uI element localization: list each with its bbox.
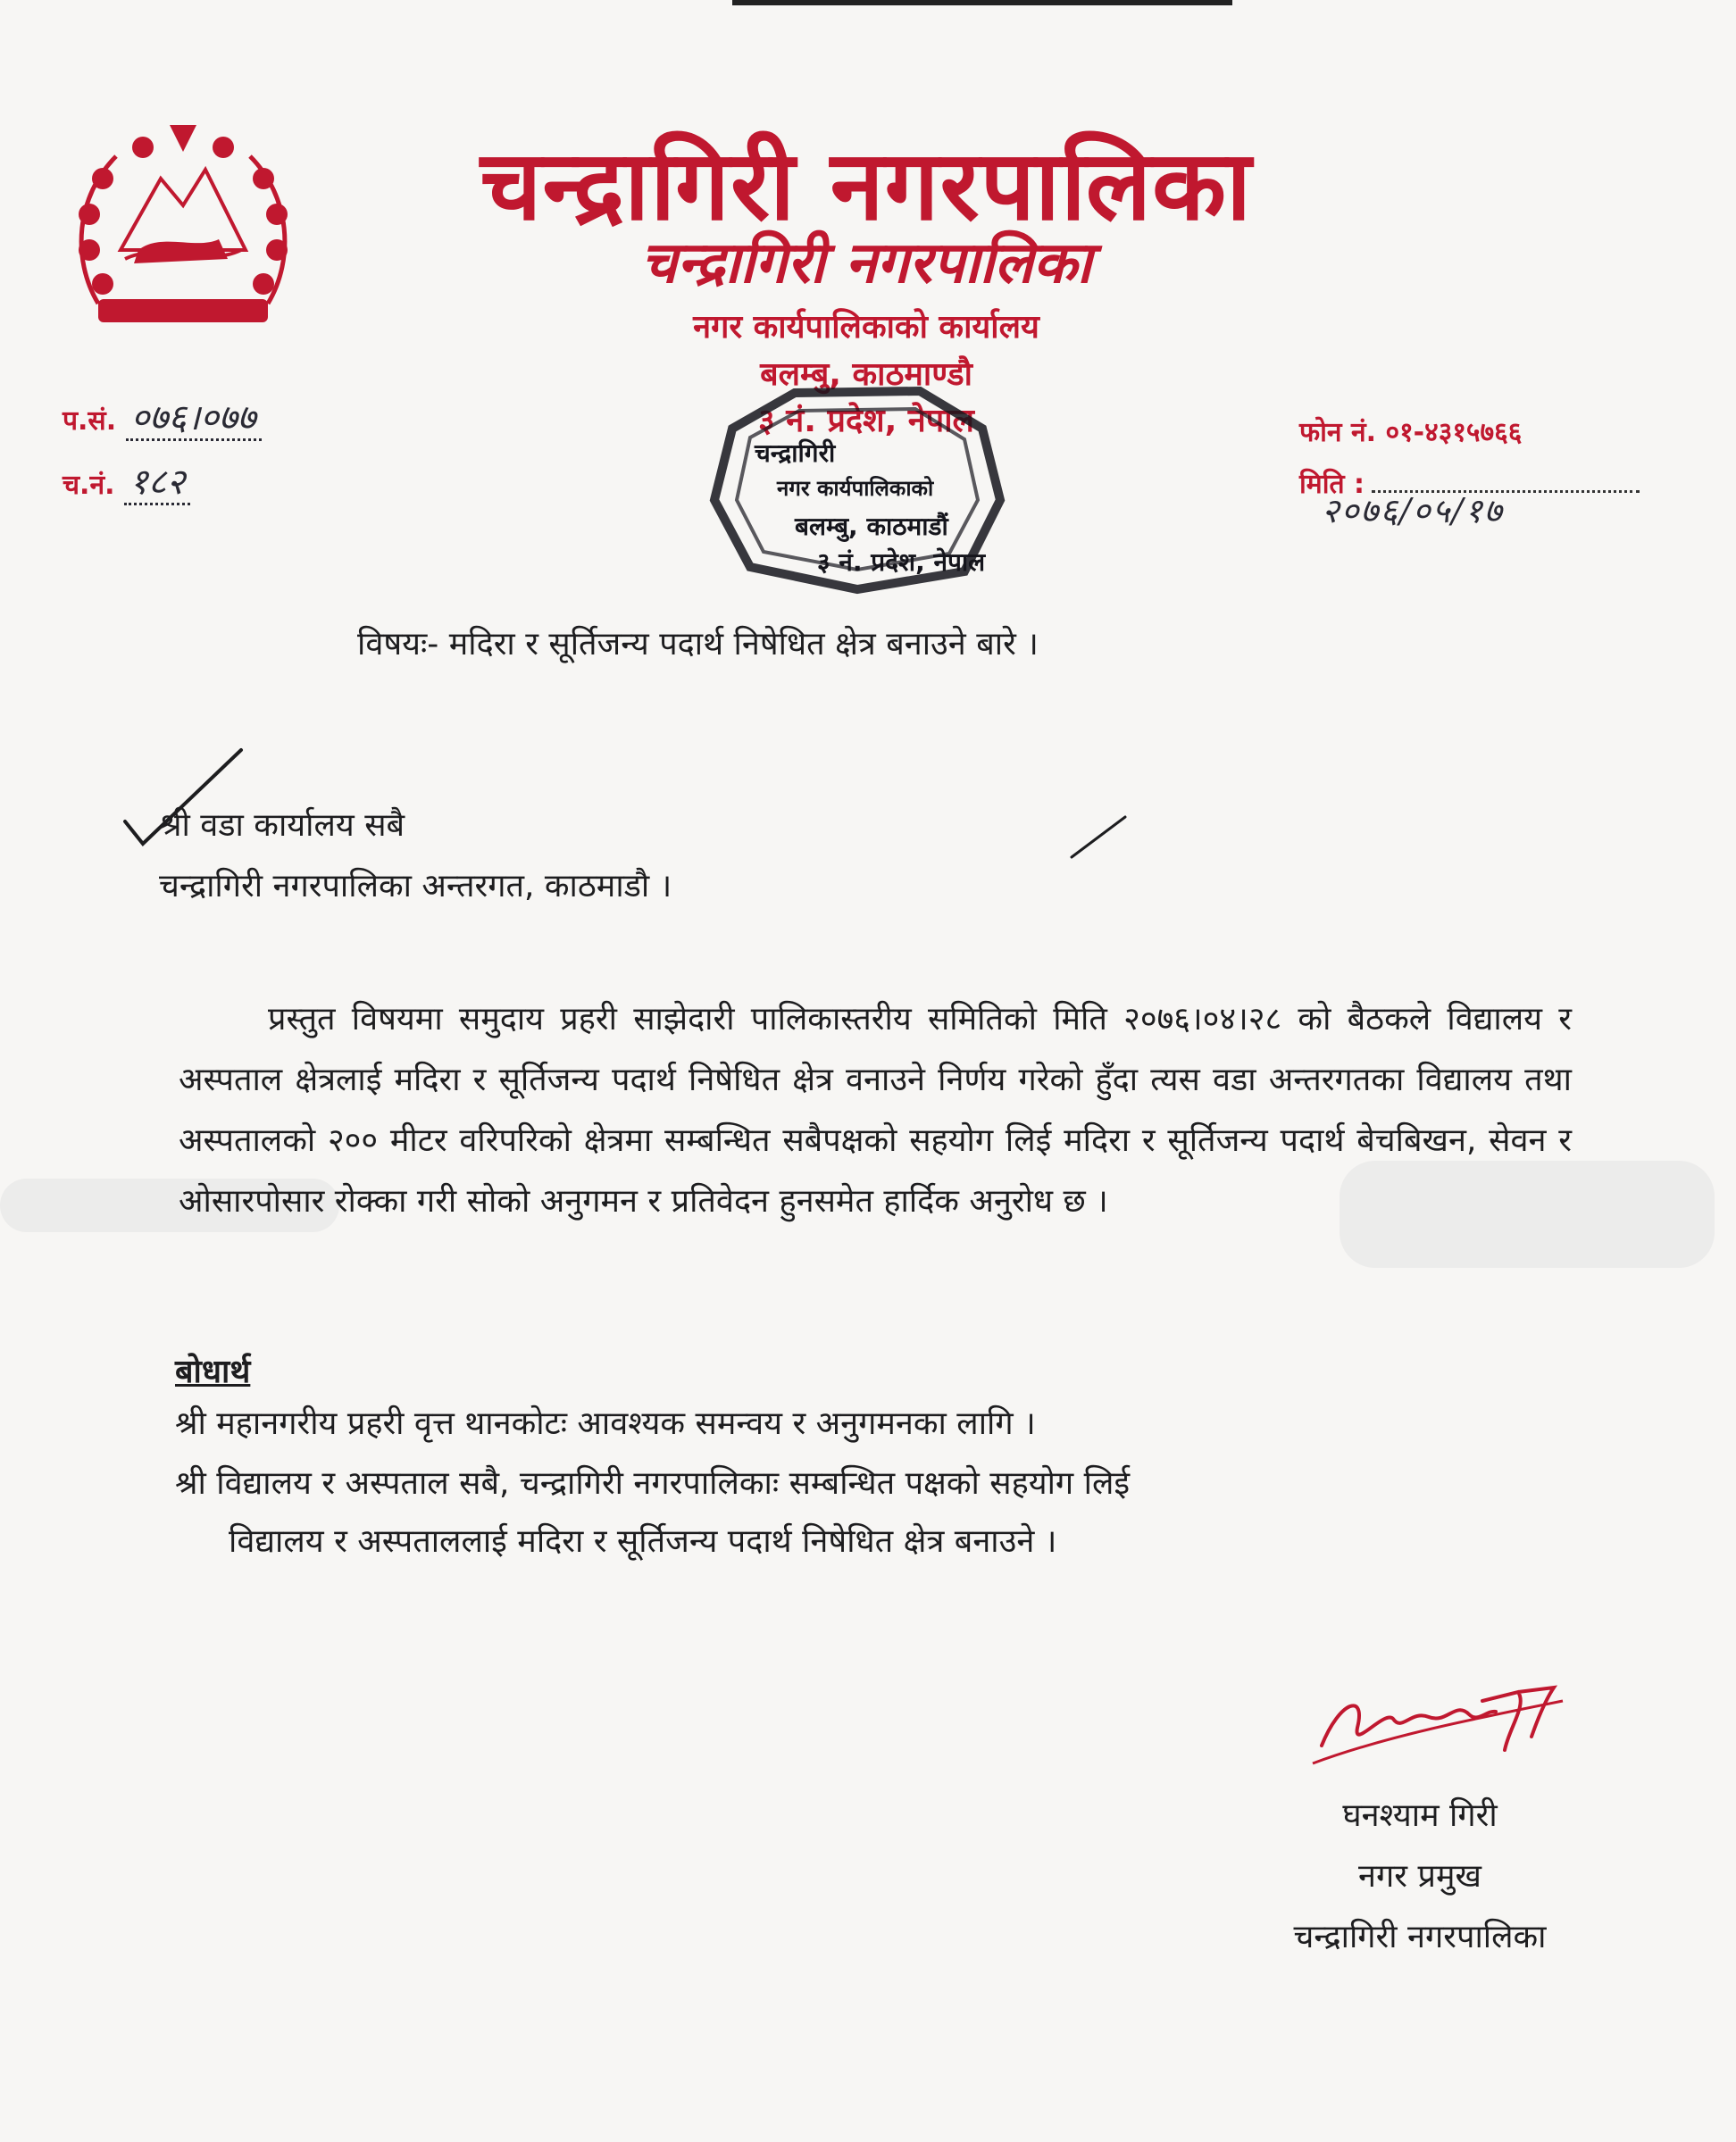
signatory-org: चन्द्रागिरी नगरपालिका	[1293, 1919, 1547, 1955]
letterhead-title: चन्द्रागिरी नगरपालिका	[480, 130, 1253, 242]
letterhead-province: ३ नं. प्रदेश, नेपाल	[758, 403, 974, 439]
cc-line-2: श्री विद्यालय र अस्पताल सबै, चन्द्रागिरी नगरपालिकाः सम्बन्धित पक्षको सहयोग लिई	[175, 1465, 1131, 1502]
stamp-line-2: नगर कार्यपालिकाको	[777, 476, 934, 501]
date-value: २०७६/०५/१७	[1322, 491, 1504, 530]
letter-body: प्रस्तुत विषयमा समुदाय प्रहरी साझेदारी पालिकास्तरीय समितिको मिति २०७६।०४।२८ को बैठकले विद्यालय र अस्पताल क्षेत्रलाई मदिरा र सूर्तिजन्य पदार्थ निषेधित क्षेत्र वनाउने निर्णय गरेको हुँदा त्यस वडा अन्तरगतका विद्यालय तथा अस्पतालको २०० मीटर वरिपरिको क्षेत्रमा सम्बन्धित सबैपक्षको सहयोग लिई मदिरा र सूर्तिजन्य पदार्थ बेचबिखन, सेवन र ओसारपोसार रोक्का गरी सोको अनुगमन र प्रतिवेदन हुनसमेत हार्दिक अनुरोध छ ।	[179, 1001, 1572, 1220]
ref-ps-value: ०७६।०७७	[126, 397, 262, 441]
signatory-block	[1268, 1786, 1572, 1968]
ref-cn	[63, 455, 190, 504]
ref-ps	[63, 391, 262, 440]
stamp-line-4: ३ नं. प्रदेश, नेपाल	[817, 547, 986, 577]
subject-line: विषयः- मदिरा र सूर्तिजन्य पदार्थ निषेधित क्षेत्र बनाउने बारे ।	[357, 626, 1039, 663]
cc-line-1: श्री महानगरीय प्रहरी वृत्त थानकोटः आवश्यक समन्वय र अनुगमनका लागि ।	[175, 1405, 1036, 1442]
recipient-line-1: श्री वडा कार्यालय सबै	[159, 807, 405, 844]
stamp-line-1: चन्द्रागिरी	[755, 438, 836, 468]
cc-heading: बोधार्थ	[175, 1354, 251, 1390]
nepal-emblem-icon	[63, 116, 304, 339]
phone-number: फोन नं. ०१-४३१५७६६	[1299, 417, 1523, 448]
ref-ps-label: प.सं.	[63, 405, 117, 437]
letterhead-subtitle: चन्द्रागिरी नगरपालिका	[640, 230, 1092, 296]
stamp-line-3: बलम्बु, काठमाडौं	[795, 512, 948, 541]
pen-stroke-mark	[1067, 813, 1130, 862]
handwritten-signature	[1304, 1665, 1572, 1772]
letterhead-address: बलम्बु, काठमाण्डौ	[760, 356, 972, 393]
date-label-text: मिति :	[1299, 469, 1365, 500]
recipient-line-2: चन्द्रागिरी नगरपालिका अन्तरगत, काठमाडौ ।	[159, 868, 672, 904]
top-edge-bar	[732, 0, 1232, 5]
ref-cn-label: च.नं.	[63, 470, 115, 501]
letterhead-office: नगर कार्यपालिकाको कार्यालय	[693, 309, 1039, 346]
ref-cn-value: १८२	[124, 462, 190, 505]
signatory-post: नगर प्रमुख	[1358, 1858, 1481, 1895]
signatory-name: घनश्याम गिरी	[1342, 1797, 1498, 1834]
cc-line-3: विद्यालय र अस्पताललाई मदिरा र सूर्तिजन्य पदार्थ निषेधित क्षेत्र बनाउने ।	[229, 1523, 1057, 1560]
